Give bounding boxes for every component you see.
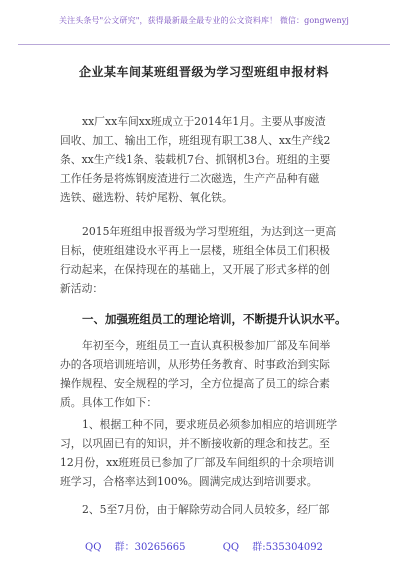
paragraph-intro <box>60 112 350 207</box>
paragraph-line: 目标，使班组建设水平再上一层楼，班组全体员工们积极 <box>60 244 330 257</box>
footer-qq-group-2: QQ 群:535304092 <box>222 542 323 553</box>
paragraph-line: 年初至今，班组员工一直认真积极参加厂部及车间举 <box>82 339 331 352</box>
paragraph-line: 12月份，xx班班员已参加了厂部及车间组织的十余项培训 <box>60 456 335 469</box>
paragraph-line: 质。具体工作如下： <box>60 396 158 409</box>
paragraph-line: 选铁、磁选粉、转炉尾粉、氧化铁。 <box>60 191 233 204</box>
paragraph-line: 工作任务是将炼钢废渣进行二次磁选，生产产品种有磁 <box>60 172 320 185</box>
paragraph-line: xx厂xx车间xx班成立于2014年1月。主要从事废渣 <box>82 115 326 128</box>
paragraph-line: 班学习，合格率达到100%。圆满完成达到培训要求。 <box>60 475 318 488</box>
paragraph-line: 1、根据工种不同，要求班员必须参加相应的培训班学 <box>82 418 338 431</box>
paragraph-line: 习，以巩固已有的知识，并不断接收新的理念和技艺。至 <box>60 437 330 450</box>
paragraph-line: 操作规程、安全规程的学习，全方位提高了员工的综合素 <box>60 377 330 390</box>
paragraph-item-1 <box>60 415 350 491</box>
paragraph-line: 条、xx生产线1条、装载机7台、抓钢机3台。班组的主要 <box>60 153 331 166</box>
header-divider <box>18 44 390 45</box>
paragraph-line: 2、5至7月份，由于解除劳动合同人员较多，经厂部 <box>82 503 330 516</box>
paragraph-item-2 <box>60 500 350 519</box>
paragraph-goal <box>60 222 350 298</box>
paragraph-line: 办的各项培训班培训，从形势任务教育、时事政治到实际 <box>60 358 330 371</box>
header-banner: 关注头条号"公文研究"，获得最新最全最专业的公文资料库！ 微信：gongwenyj <box>59 16 349 25</box>
paragraph-line: 行动起来，在保持现在的基础上，又开展了形式多样的创 <box>60 263 330 276</box>
section-heading: 一、加强班组员工的理论培训，不断提升认识水平。 <box>82 312 347 326</box>
footer-contact <box>0 538 408 553</box>
paragraph-line: 2015年班组申报晋级为学习型班组，为达到这一更高 <box>82 225 337 238</box>
footer-qq-group-1: QQ 群：30265665 <box>85 542 186 553</box>
paragraph-line: 新活动： <box>60 282 104 295</box>
paragraph-training <box>60 336 350 412</box>
document-title: 企业某车间某班组晋级为学习型班组申报材料 <box>78 65 329 79</box>
paragraph-line: 回收、加工、输出工作，班组现有职工38人、xx生产线2 <box>60 134 331 147</box>
